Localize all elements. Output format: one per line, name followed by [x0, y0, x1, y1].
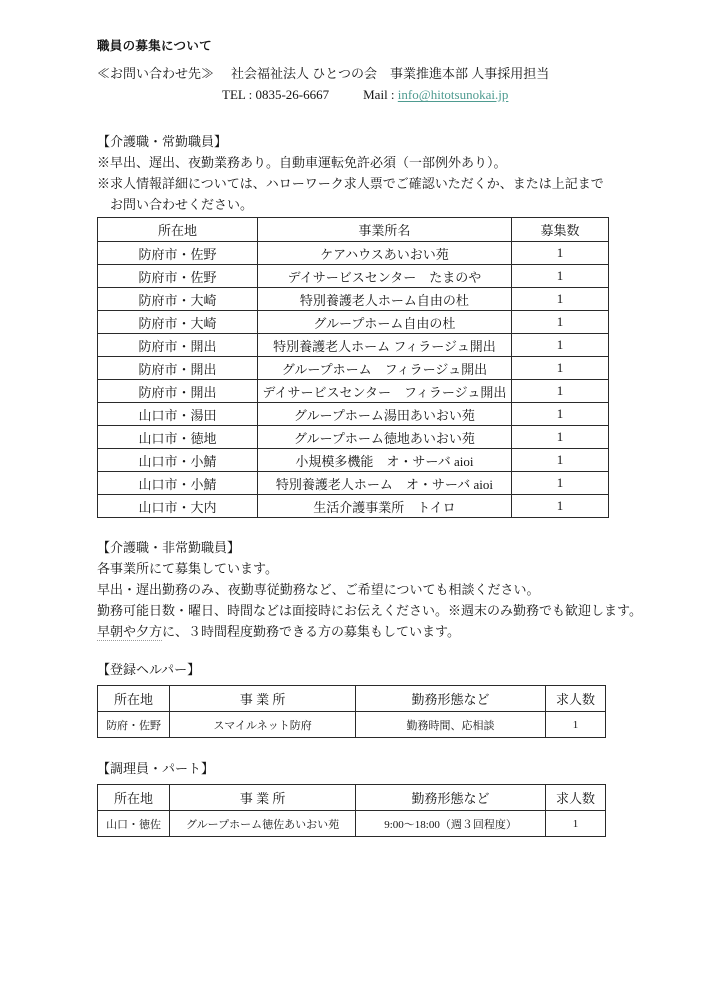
- column-header-facility: 事 業 所: [170, 686, 356, 712]
- table-row: [98, 403, 609, 426]
- table-row: [98, 811, 606, 837]
- table-cell: 1: [511, 357, 608, 380]
- column-header-location: 所在地: [98, 218, 258, 242]
- table-cell: グループホーム自由の杜: [257, 311, 511, 334]
- table-cell: 1: [511, 334, 608, 357]
- column-header-worktype: 勤務形態など: [356, 686, 546, 712]
- table-row: [98, 449, 609, 472]
- table-row: [98, 311, 609, 334]
- table-cell: 1: [511, 311, 608, 334]
- table-cell: スマイルネット防府: [170, 712, 356, 738]
- table-header-row: [98, 686, 606, 712]
- table-cell: 1: [546, 712, 606, 738]
- table-header-row: [98, 785, 606, 811]
- parttime-line-4-underlined: 早朝や夕方: [97, 624, 163, 639]
- table-cell: 1: [511, 288, 608, 311]
- table-cell: 山口市・小鯖: [98, 449, 258, 472]
- table-row: [98, 288, 609, 311]
- table-cell: 1: [511, 495, 608, 518]
- contact-label: ≪お問い合わせ先≫: [97, 66, 215, 81]
- note-shift-license: ※早出、遅出、夜勤業務あり。自動車運転免許必須（一部例外あり）。: [97, 155, 507, 170]
- table-row: [98, 495, 609, 518]
- table-cell: 防府・佐野: [98, 712, 170, 738]
- section-care-fulltime: [97, 131, 613, 518]
- table-cell: 9:00～18:00（週３回程度）: [356, 811, 546, 837]
- table-cell: 勤務時間、応相談: [356, 712, 546, 738]
- table-cell: 山口市・徳地: [98, 426, 258, 449]
- contact-line-2: [97, 84, 613, 105]
- parttime-line-3: 勤務可能日数・曜日、時間などは面接時にお伝えください。※週末のみ勤務でも歓迎します。: [97, 603, 642, 618]
- table-cell: グループホーム徳佐あいおい苑: [170, 811, 356, 837]
- table-row: [98, 242, 609, 265]
- section-helper: [97, 659, 613, 738]
- cook-table: [97, 784, 606, 837]
- section-heading-care-fulltime: 【介護職・常勤職員】: [97, 134, 228, 149]
- column-header-openings: 求人数: [546, 686, 606, 712]
- section-heading-cook: 【調理員・パート】: [97, 761, 215, 776]
- table-row: [98, 472, 609, 495]
- table-cell: ケアハウスあいおい苑: [257, 242, 511, 265]
- section-cook: [97, 758, 613, 837]
- table-row: [98, 334, 609, 357]
- helper-table: [97, 685, 606, 738]
- section-heading-helper: 【登録ヘルパー】: [97, 662, 201, 677]
- table-row: [98, 265, 609, 288]
- table-row: [98, 426, 609, 449]
- column-header-location: 所在地: [98, 686, 170, 712]
- contact-tel: TEL : 0835-26-6667: [222, 87, 330, 102]
- contact-organization: 社会福祉法人 ひとつの会 事業推進本部 人事採用担当: [231, 66, 550, 81]
- contact-email-link[interactable]: info@hitotsunokai.jp: [397, 87, 509, 102]
- table-cell: 1: [546, 811, 606, 837]
- column-header-location: 所在地: [98, 785, 170, 811]
- table-row: [98, 712, 606, 738]
- table-cell: 1: [511, 426, 608, 449]
- table-cell: 1: [511, 265, 608, 288]
- table-cell: 生活介護事業所 トイロ: [257, 495, 511, 518]
- table-cell: 防府市・大崎: [98, 311, 258, 334]
- column-header-facility: 事業所名: [257, 218, 511, 242]
- table-cell: グループホーム フィラージュ開出: [257, 357, 511, 380]
- table-cell: 1: [511, 242, 608, 265]
- column-header-openings: 求人数: [546, 785, 606, 811]
- table-cell: 特別養護老人ホーム オ・サーバ aioi: [257, 472, 511, 495]
- table-cell: 防府市・佐野: [98, 242, 258, 265]
- table-cell: 1: [511, 403, 608, 426]
- table-cell: 防府市・開出: [98, 380, 258, 403]
- contact-block: [97, 63, 613, 105]
- table-cell: 1: [511, 472, 608, 495]
- column-header-openings: 募集数: [511, 218, 608, 242]
- table-cell: 特別養護老人ホーム フィラージュ開出: [257, 334, 511, 357]
- table-cell: 防府市・開出: [98, 357, 258, 380]
- column-header-worktype: 勤務形態など: [356, 785, 546, 811]
- table-cell: グループホーム湯田あいおい苑: [257, 403, 511, 426]
- fulltime-care-table: [97, 217, 609, 518]
- parttime-line-4-rest: に、３時間程度勤務できる方の募集もしています。: [162, 624, 460, 639]
- table-cell: 特別養護老人ホーム自由の杜: [257, 288, 511, 311]
- table-cell: 1: [511, 380, 608, 403]
- contact-mail: [363, 84, 508, 105]
- contact-line-1: [97, 63, 613, 84]
- table-cell: 防府市・開出: [98, 334, 258, 357]
- table-cell: デイサービスセンター フィラージュ開出: [257, 380, 511, 403]
- table-cell: 山口市・小鯖: [98, 472, 258, 495]
- table-cell: 1: [511, 449, 608, 472]
- parttime-line-2: 早出・遅出勤務のみ、夜勤専従勤務など、ご希望についても相談ください。: [97, 582, 540, 597]
- table-cell: 防府市・佐野: [98, 265, 258, 288]
- table-header-row: [98, 218, 609, 242]
- column-header-facility: 事 業 所: [170, 785, 356, 811]
- table-cell: 山口市・大内: [98, 495, 258, 518]
- contact-mail-label: Mail :: [363, 87, 398, 102]
- table-cell: 山口・徳佐: [98, 811, 170, 837]
- parttime-line-1: 各事業所にて募集しています。: [97, 561, 278, 576]
- table-cell: グループホーム徳地あいおい苑: [257, 426, 511, 449]
- table-row: [98, 380, 609, 403]
- table-cell: デイサービスセンター たまのや: [257, 265, 511, 288]
- table-cell: 小規模多機能 オ・サーバ aioi: [257, 449, 511, 472]
- parttime-line-4: [97, 621, 613, 642]
- table-row: [98, 357, 609, 380]
- table-cell: 防府市・大崎: [98, 288, 258, 311]
- page-title: 職員の募集について: [97, 39, 212, 53]
- table-cell: 山口市・湯田: [98, 403, 258, 426]
- section-care-parttime: [97, 537, 642, 642]
- section-heading-care-parttime: 【介護職・非常勤職員】: [97, 540, 241, 555]
- note-hellowork: ※求人情報詳細については、ハローワーク求人票でご確認いただくか、または上記までお問い合わせください。: [97, 176, 604, 212]
